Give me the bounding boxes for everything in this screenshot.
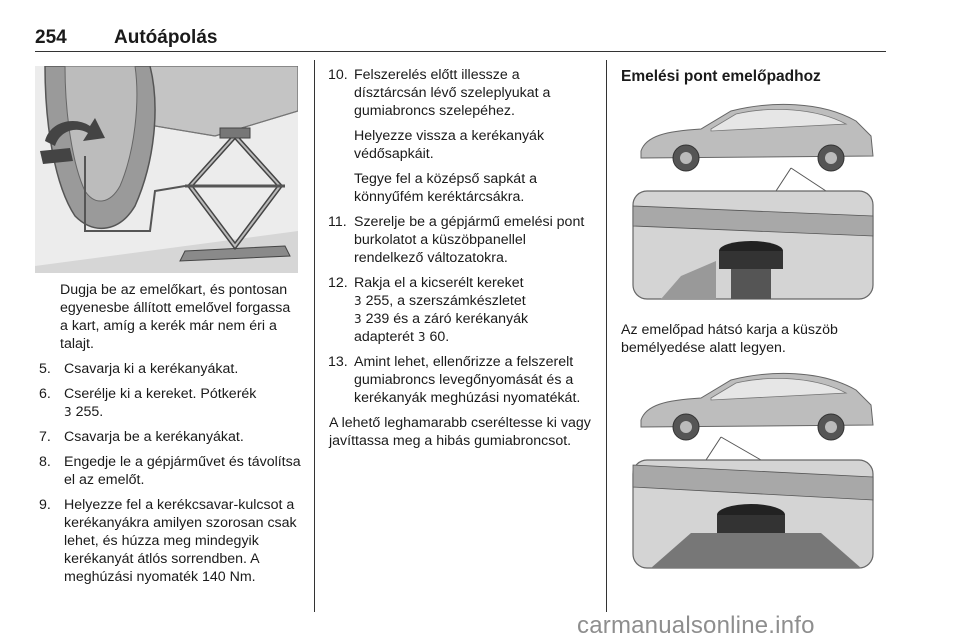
list-text: Tegye fel a középső sapkát a könnyűfém keréktárcsákra. [354, 171, 537, 205]
list-number: 10. [328, 67, 348, 83]
lift-point-illustration-2 [621, 365, 884, 572]
section-heading: Emelési pont emelőpadhoz [621, 68, 821, 85]
jack-drawing [35, 66, 298, 273]
list-text: Rakja el a kicserélt kereket [354, 275, 524, 291]
list-text: Csavarja be a kerékanyákat. [64, 429, 244, 445]
list-number: 5. [39, 361, 51, 377]
lift-point-illustration-1 [621, 96, 884, 303]
list-number: 6. [39, 386, 51, 402]
watermark: carmanualsonline.info [577, 612, 815, 639]
jack-illustration [35, 66, 298, 273]
page-number: 254 [35, 27, 67, 48]
list-number: 9. [39, 497, 51, 513]
page-ref-link[interactable]: 255, a szerszámkészletet [365, 293, 526, 309]
page-ref-icon: 3 [417, 330, 426, 344]
list-item-6 [39, 385, 301, 421]
lift-drawing-1 [621, 96, 884, 303]
list-text: Csavarja ki a kerékanyákat. [64, 361, 239, 377]
list-item-9 [39, 496, 301, 586]
list-item-12 [329, 274, 594, 346]
list-number: 11. [328, 214, 347, 230]
list-item-5 [39, 360, 301, 378]
list-text: Helyezze vissza a kerékanyák védősapkáit. [354, 128, 545, 162]
list-text: Engedje le a gépjárművet és távolítsa el az emelőt. [64, 454, 301, 488]
list-item-10 [329, 66, 594, 206]
column-2 [329, 66, 594, 457]
list-number: 13. [328, 354, 348, 370]
list-text: Amint lehet, ellenőrizze a felszerelt gumiabroncs levegőnyomását és a kerékanyák meghúzási nyomatékát. [354, 354, 581, 406]
closing-text: A lehető leghamarabb cseréltesse ki vagy javíttassa meg a hibás gumiabroncsot. [329, 415, 591, 449]
list-item-8 [39, 453, 301, 489]
list-number: 8. [39, 454, 51, 470]
list-number: 12. [328, 275, 348, 291]
page-ref-icon: 3 [354, 312, 362, 326]
column-divider-1 [314, 60, 315, 612]
header-rule [35, 51, 886, 52]
page-title: Autóápolás [114, 27, 218, 48]
list-item-13 [329, 353, 594, 407]
list-item-11 [329, 213, 594, 267]
caption-text: Az emelőpad hátsó karja a küszöb bemélyedése alatt legyen. [621, 322, 838, 356]
list-text: Cserélje ki a kereket. Pótkerék [64, 386, 257, 402]
list-text: adapterét [354, 329, 414, 345]
column-1 [39, 281, 301, 593]
page-ref-link[interactable]: 239 és a záró kerékanyák [365, 311, 529, 327]
intro-text: Dugja be az emelőkart, és pontosan egyenesbe állított emelővel forgassa a kart, amíg a kerék már nem éri a talajt. [60, 282, 291, 352]
list-text: Helyezze fel a kerékcsavar-kulcsot a kerékanyákra amilyen szorosan csak lehet, és húzza meg mindegyik kerékanyát átlós sorrendben. A meghúzási nyomaték 140 Nm. [64, 497, 297, 585]
list-item-7 [39, 428, 301, 446]
page-ref-link[interactable]: 255. [75, 404, 104, 420]
page-ref-link[interactable]: 60. [429, 329, 450, 345]
page-ref-icon: 3 [354, 294, 362, 308]
lift-drawing-2 [621, 365, 884, 572]
column-divider-2 [606, 60, 607, 612]
page-ref-icon: 3 [64, 405, 72, 419]
list-text: Felszerelés előtt illessze a dísztárcsán lévő szeleplyukat a gumiabroncs szelepéhez. [354, 67, 551, 119]
list-text: Szerelje be a gépjármű emelési pont burkolatot a küszöbpanellel rendelkező változatokra. [354, 214, 585, 266]
list-number: 7. [39, 429, 51, 445]
